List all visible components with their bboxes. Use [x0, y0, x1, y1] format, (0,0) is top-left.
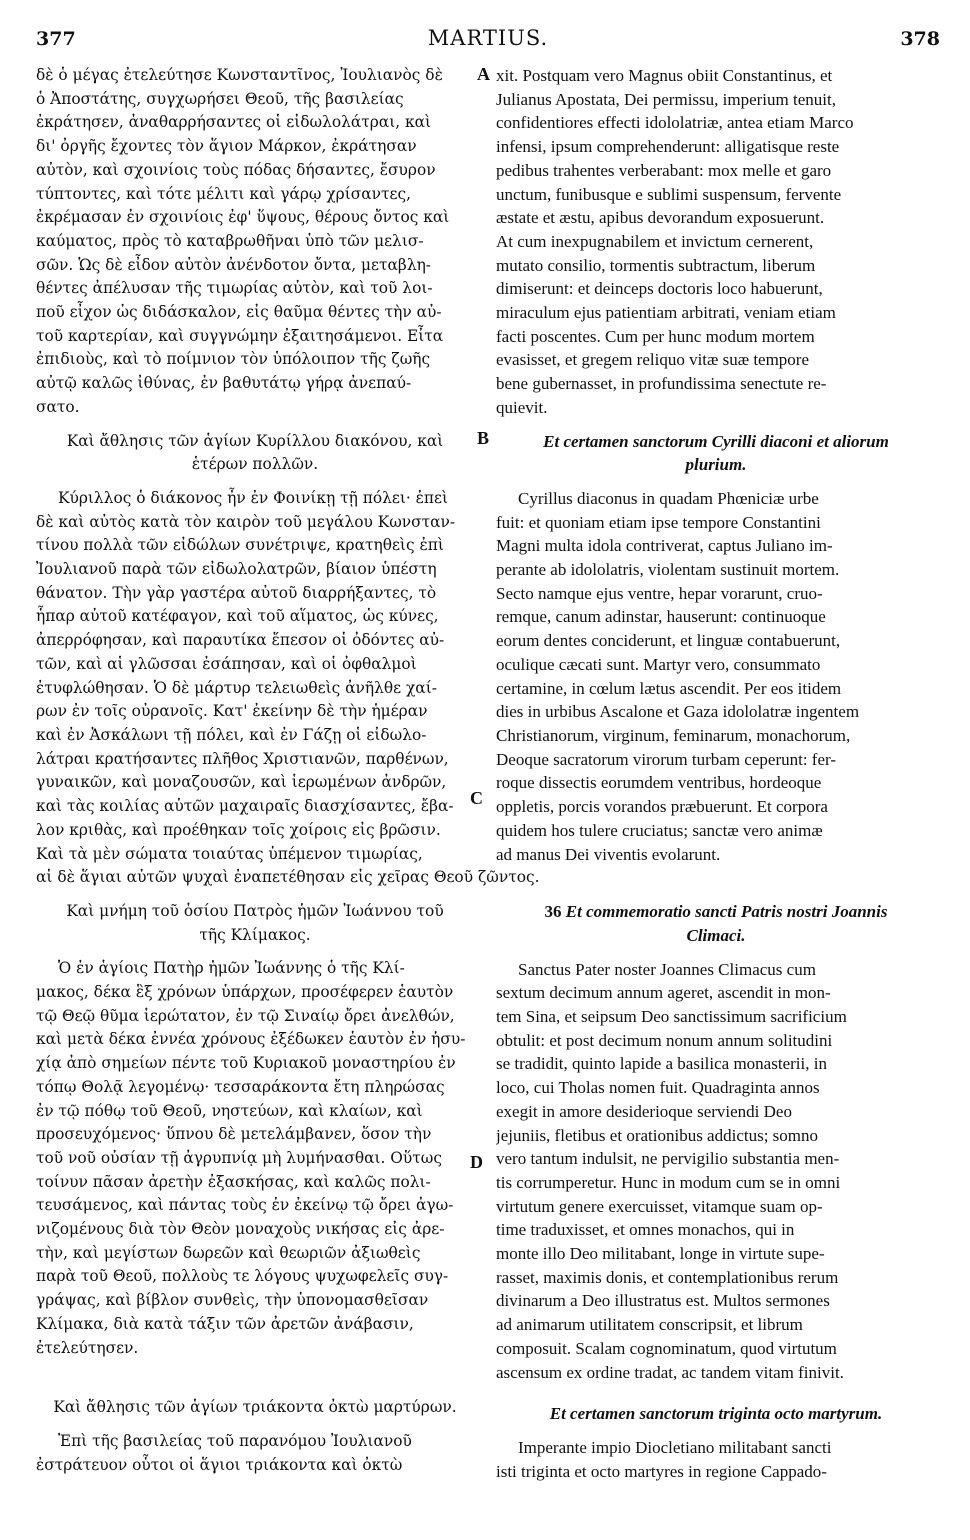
text-line: δὲ ὁ μέγας ἐτελεύτησε Κωνσταντῖνος, Ἰουλιανὸς δὲ	[36, 66, 443, 84]
text-line: προσευχόμενος· ὕπνου δὲ μετελάμβανεν, ὅσον τὴν	[36, 1125, 432, 1144]
heading-line: Καὶ ἄθλησις τῶν ἁγίων τριάκοντα ὀκτὼ μαρτύρων.	[53, 1398, 457, 1417]
greek-heading-martyrs	[36, 1396, 474, 1420]
latin-heading-cyril	[496, 430, 936, 477]
greek-section-4	[36, 1430, 474, 1477]
text-line: χίᾳ ἀπὸ σημείων πέντε τοῦ Κυριακοῦ μοναστηρίου ἐν	[36, 1054, 456, 1073]
text-line: τὴν, καὶ μεγίστων δωρεῶν καὶ θεωριῶν ἀξιωθεὶς	[36, 1243, 421, 1262]
text-line: σατο.	[36, 397, 80, 416]
text-line: ἐτελεύτησεν.	[36, 1338, 139, 1357]
text-line: ad manus Dei viventis evolarunt.	[496, 844, 721, 864]
latin-section-1	[496, 64, 936, 420]
text-line: Deoque sacratorum virorum turbam ceperunt: fer-	[496, 749, 836, 769]
text-line: ὁ Ἀποστάτης, συγχωρήσει Θεοῦ, τῆς βασιλείας	[36, 89, 404, 108]
left-page-number: 377	[36, 28, 76, 50]
heading-line: Καὶ ἄθλησις τῶν ἁγίων Κυρίλλου διακόνου, καὶ	[66, 431, 444, 450]
text-line: σῶν. Ὡς δὲ εἶδον αὐτὸν ἀνένδοτον ὄντα, μεταβλη-	[36, 255, 431, 274]
text-line: καύματος, πρὸς τὸ καταβρωθῆναι ὑπὸ τῶν μελισ-	[36, 231, 424, 250]
text-line: remque, canum adinstar, hauserunt: continuoque	[496, 607, 826, 627]
text-line: Καὶ τὰ μὲν σώματα τοιαύτας ὑπέμενον τιμωρίας,	[36, 844, 423, 863]
text-line: divinarum a Deo illustratus est. Multos sermones	[496, 1291, 830, 1311]
latin-heading-climacus	[496, 900, 936, 947]
text-line: αὐτῷ καλῶς ἰθύνας, ἐν βαθυτάτῳ γήρᾳ ἀνεπαύ-	[36, 374, 412, 393]
text-line: perante ab idololatris, violentam sustinuit mortem.	[496, 560, 840, 580]
text-line: παρὰ τοῦ Θεοῦ, πολλοὺς τε λόγους ψυχωφελεῖς συγ-	[36, 1267, 449, 1286]
text-line: eorum dentes conciderunt, et linguæ contabuerunt,	[496, 631, 841, 651]
text-line: tem Sina, et seipsum Deo sanctissimum sacrificium	[496, 1007, 847, 1027]
text-line: tis corrumperetur. Hunc in modum cum se in omni	[496, 1172, 841, 1192]
text-line: Julianus Apostata, Dei permissu, imperium tenuit,	[496, 89, 836, 109]
running-title: MARTIUS.	[427, 26, 549, 50]
text-line: Magni multa idola contriverat, captus Juliano im-	[496, 536, 833, 556]
heading-text: Et commemoratio sancti Patris nostri Joannis	[565, 902, 888, 922]
text-line: composuit. Scalam cognominatum, quod virtutum	[496, 1338, 837, 1358]
latin-section-3	[496, 958, 936, 1385]
text-line: confidentiores effecti idololatriæ, antea etiam Marco	[496, 113, 854, 133]
text-line: Ἰουλιανοῦ παρὰ τῶν εἰδωλολατρῶν, βίαιον ὑπέστη	[36, 560, 437, 579]
text-line: Christianorum, virginum, feminarum, monachorum,	[496, 725, 851, 745]
text-line: Imperante impio Diocletiano militabant sancti	[518, 1437, 832, 1457]
text-line: τύπτοντες, καὶ τότε μέλιτι καὶ γάρῳ χρίσαντες,	[36, 184, 412, 203]
text-line: τοῦ νοῦ οὐσίαν τῇ ἀγρυπνίᾳ μὴ λυμήνασθαι. Οὕτως	[36, 1148, 442, 1167]
text-line: vero tantum indulsit, ne pervigilio substantia men-	[496, 1149, 840, 1169]
text-line: At cum inexpugnabilem et invictum cernerent,	[496, 231, 814, 251]
text-line: τίνου πολλὰ τῶν εἰδώλων συνέτριψε, κρατηθεὶς ἐπὶ	[36, 536, 444, 555]
text-line: oculique cæcati sunt. Martyr vero, consummato	[496, 654, 821, 674]
greek-heading-cyril	[36, 430, 474, 477]
heading-line	[496, 900, 936, 924]
text-line: τοίνυν πᾶσαν ἀρετὴν ἐξασκήσας, καὶ καλῶς πολι-	[36, 1172, 431, 1191]
text-line: exegit in amore desiderioque serviendi Deo	[496, 1101, 792, 1121]
text-line: roque dissectis eorumdem ventribus, hordeoque	[496, 773, 822, 793]
text-line: δι' ὀργῆς ἔχοντες τὸν ἅγιον Μάρκον, ἐκράτησαν	[36, 137, 417, 156]
text-line: unctum, funibusque e sublimi suspensum, fervente	[496, 184, 842, 204]
text-line: virtutum genere exercuisset, vitamque suam op-	[496, 1196, 823, 1216]
text-line: θέντες ἀπέλυσαν τῆς τιμωρίας αὐτὸν, καὶ τοῦ λοι-	[36, 279, 433, 298]
text-line: certamine, in cœlum lætus ascendit. Per eos itidem	[496, 678, 842, 698]
text-line: ποῦ εἶχον ὡς διδάσκαλον, εἰς θαῦμα θέντες τὴν αὐ-	[36, 303, 442, 322]
text-line: λον κριθὰς, καὶ προέθηκαν τοῖς χοίροις εἰς βρῶσιν.	[36, 820, 441, 839]
text-line: δὲ καὶ αὐτὸς κατὰ τὸν καιρὸν τοῦ μεγάλου Κωνσταν-	[36, 512, 456, 531]
text-line: αἱ δὲ ἅγιαι αὐτῶν ψυχαὶ ἐναπετέθησαν εἰς χεῖρας Θεοῦ ζῶντος.	[36, 868, 540, 887]
heading-line: τῆς Κλίμακος.	[199, 925, 311, 944]
text-line: se tradidit, quinto lapide a basilica monasterii, in	[496, 1054, 827, 1074]
text-line: dimiserunt: et deinceps doctoris loco habuerunt,	[496, 279, 823, 299]
text-line: τευσάμενος, καὶ πάντας τοὺς ἐν ἐκείνῳ τῷ ὄρει ἀγω-	[36, 1196, 454, 1215]
latin-section-4	[496, 1436, 936, 1483]
text-line: jejuniis, fletibus et orationibus addictus; somno	[496, 1125, 819, 1145]
heading-line: Καὶ μνήμη τοῦ ὁσίου Πατρὸς ἡμῶν Ἰωάννου τοῦ	[66, 901, 444, 920]
greek-heading-climacus	[36, 900, 474, 947]
text-line: ἧπαρ αὐτοῦ κατέφαγον, καὶ τοῦ αἵματος, ὡς κύνες,	[36, 607, 439, 626]
text-line: ρων ἐν τοῖς οὐρανοῖς. Κατ' ἐκείνην δὲ τὴν ἡμέραν	[36, 702, 428, 721]
text-line: Cyrillus diaconus in quadam Phœniciæ urbe	[518, 488, 819, 508]
text-line: Ὁ ἐν ἁγίοις Πατὴρ ἡμῶν Ἰωάννης ὁ τῆς Κλί-	[58, 959, 405, 978]
heading-line: ἑτέρων πολλῶν.	[191, 455, 319, 474]
section-marker-c: C	[470, 788, 483, 808]
text-line: pedibus trahentes verberabant: mox melle et garo	[496, 160, 832, 180]
section-marker-b: B	[477, 428, 490, 448]
latin-section-2	[496, 487, 936, 866]
greek-section-2	[36, 487, 540, 890]
text-line: καὶ μετὰ δέκα ἐννέα χρόνους ἐξέδωκεν ἑαυτὸν ἐν ἡσυ-	[36, 1030, 466, 1049]
text-line: rasset, maximis donis, et contemplationibus rerum	[496, 1267, 839, 1287]
text-line: μακος, δέκα ἓξ χρόνων ὑπάρχων, προσέφερεν ἑαυτὸν	[36, 983, 454, 1002]
text-line: ἐν τῷ πόθῳ τοῦ Θεοῦ, νηστεύων, καὶ κλαίων, καὶ	[36, 1101, 423, 1120]
text-line: time traduxisset, et omnes monachos, qui in	[496, 1220, 795, 1240]
text-line: infensi, ipsum comprehenderunt: alligatisque reste	[496, 137, 840, 157]
text-line: ἐπιδιοὺς, καὶ τὸ ποίμνιον τὸν ὑπόλοιπον τῆς ζωῆς	[36, 350, 431, 369]
text-line: αὐτὸν, καὶ σχοινίοις τοὺς πόδας δήσαντες, ἔσυρον	[36, 160, 436, 179]
text-line: æstate et æstu, apibus devorandum exposuerunt.	[496, 208, 825, 228]
text-line: loco, cui Tholas nomen fuit. Quadraginta annos	[496, 1078, 820, 1098]
heading-line: plurium.	[685, 455, 747, 475]
text-line: monte illo Deo militabant, longe in virtute supe-	[496, 1244, 825, 1264]
heading-line: Climaci.	[686, 925, 746, 945]
greek-section-1	[36, 64, 474, 420]
text-line: mutato consilio, tormentis subtractum, liberum	[496, 255, 816, 275]
text-line: ἐκράτησεν, ἀναθαρρήσαντες οἱ εἰδωλολάτραι, καὶ	[36, 113, 432, 132]
text-line: ἐκρέμασαν ἐν σχοινίοις ἐφ' ὕψους, θέρους ὄντος καὶ	[36, 208, 450, 227]
section-marker-d: D	[470, 1152, 483, 1172]
text-line: τῶν, καὶ αἱ γλῶσσαι ἐσάπησαν, καὶ οἱ ὀφθαλμοὶ	[36, 654, 417, 673]
text-line: quidem hos tulere cruciatus; sanctæ vero animæ	[496, 820, 823, 840]
text-line: xit. Postquam vero Magnus obiit Constantinus, et	[496, 66, 833, 85]
text-line: ad animarum utilitatem conscripsit, et librum	[496, 1315, 803, 1335]
latin-heading-martyrs	[496, 1402, 936, 1426]
text-line: oppletis, porcis vorandos præbuerunt. Et corpora	[496, 797, 828, 817]
text-line: θάνατον. Τὴν γὰρ γαστέρα αὐτοῦ διαρρήξαντες, τὸ	[36, 583, 437, 602]
text-line: isti triginta et octo martyres in regione Cappado-	[496, 1461, 827, 1481]
text-line: obtulit: et post decimum nonum annum solitudini	[496, 1030, 833, 1050]
text-line: καὶ τὰς κοιλίας αὐτῶν μαχαιραῖς διασχίσαντες, ἔβα-	[36, 797, 454, 816]
text-line: ascensum ex ordine tradat, ac tandem vitam finivit.	[496, 1362, 844, 1382]
text-line: ἐτυφλώθησαν. Ὁ δὲ μάρτυρ τελειωθεὶς ἀνῆλθε χαί-	[36, 678, 437, 697]
text-line: Κλίμακα, διὰ κατὰ τάξιν τῶν ἀρετῶν ἀνάβασιν,	[36, 1314, 414, 1333]
text-line: λάτραι κρατήσαντες πλῆθος Χριστιανῶν, παρθένων,	[36, 749, 449, 768]
text-line: sextum decimum annum ageret, ascendit in mon-	[496, 983, 831, 1003]
section-marker-a: A	[477, 64, 490, 84]
text-line: Sanctus Pater noster Joannes Climacus cum	[518, 959, 816, 979]
text-line: bene gubernasset, in profundissima senectute re-	[496, 374, 827, 394]
latin-column	[496, 64, 936, 1483]
text-line: ἐστράτευον οὗτοι οἱ ἅγιοι τριάκοντα καὶ ὀκτὼ	[36, 1455, 403, 1474]
text-line: Secto namque ejus ventre, hepar vorarunt, cruo-	[496, 583, 823, 603]
text-line: νιζομένους διὰ τὸν Θεὸν μοναχοὺς νικήσας εἰς ἀρε-	[36, 1220, 445, 1239]
text-line: quievit.	[496, 397, 548, 417]
right-page-number: 378	[900, 28, 940, 50]
text-line: ἀπερρόφησαν, καὶ παραυτίκα ἔπεσον οἱ ὀδόντες αὐ-	[36, 631, 445, 650]
greek-section-3	[36, 957, 474, 1360]
text-line: καὶ ἐν Ἀσκάλωνι τῇ πόλει, καὶ ἐν Γάζῃ οἱ εἰδωλο-	[36, 725, 427, 744]
heading-line: Et certamen sanctorum triginta octo martyrum.	[549, 1404, 883, 1424]
text-line: Ἐπὶ τῆς βασιλείας τοῦ παρανόμου Ἰουλιανοῦ	[58, 1431, 412, 1450]
text-line: Κύριλλος ὁ διάκονος ἦν ἐν Φοινίκῃ τῇ πόλει· ἐπεὶ	[58, 488, 449, 507]
page-header	[36, 26, 940, 60]
text-line: fuit: et quoniam etiam ipse tempore Constantini	[496, 512, 821, 532]
text-line: γυναικῶν, καὶ μοναζουσῶν, καὶ ἱερωμένων ἀνδρῶν,	[36, 773, 447, 792]
text-line: γράψας, καὶ βίβλον συνθεὶς, τὴν ὑπονομασθεῖσαν	[36, 1291, 429, 1310]
text-line: evasisset, et gregem reliquo vitæ suæ tempore	[496, 350, 810, 370]
text-line: τοῦ καρτερίαν, καὶ συγγνώμην ἐξαιτησάμενοι. Εἶτα	[36, 326, 444, 345]
heading-line: Et certamen sanctorum Cyrilli diaconi et aliorum	[543, 431, 889, 451]
text-line: facti poscentes. Cum per hunc modum mortem	[496, 326, 815, 346]
text-line: τόπῳ Θολᾷ λεγομένῳ· τεσσαράκοντα ἔτη πληρώσας	[36, 1077, 445, 1096]
text-line: τῷ Θεῷ θῦμα ἱερώτατον, ἐν τῷ Σιναίῳ ὄρει ἀνελθών,	[36, 1006, 455, 1025]
section-number: 36	[544, 902, 562, 922]
text-line: miraculum ejus patientiam arbitrati, veniam etiam	[496, 303, 836, 323]
text-line: dies in urbibus Ascalone et Gaza idololatræ ingentem	[496, 702, 860, 722]
